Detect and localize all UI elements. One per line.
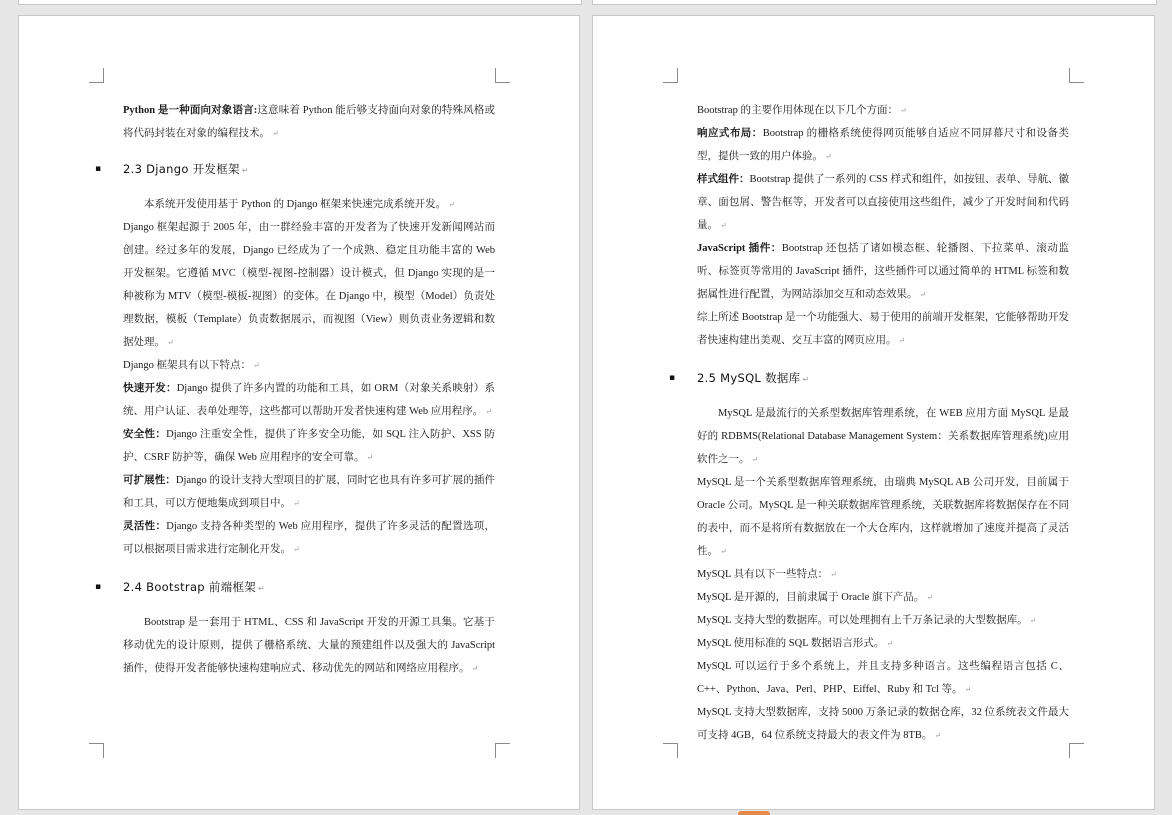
margin-corner-top-left: [89, 68, 104, 83]
heading-bullet: ▪: [95, 164, 102, 174]
heading-bullet: ▪: [95, 582, 102, 592]
mysql-paragraph-8-text: MySQL 支持大型数据库，支持 5000 万条记录的数据仓库，32 位系统表文件最大可支持 4GB，64 位系统支持最大的表文件为 8TB。: [697, 707, 1069, 741]
paragraph-mark: ↵: [825, 152, 832, 161]
feature-text: Django 注重安全性，提供了许多安全功能，如 SQL 注入防护、XSS 防护、CSRF 防护等，确保 Web 应用程序的安全可靠。: [123, 429, 496, 463]
mysql-paragraph-6-text: MySQL 使用标准的 SQL 数据语言形式。: [697, 638, 885, 649]
bootstrap-paragraph-1[interactable]: [123, 611, 495, 680]
heading-mark: ↵: [258, 584, 266, 593]
mysql-paragraph-7-text: MySQL 可以运行于多个系统上，并且支持多种语言。这些编程语言包括 C、C++、Python、Java、Perl、PHP、Eiffel、Ruby 和 Tcl 等。: [697, 661, 1069, 695]
taskbar-edge-indicator: [738, 811, 770, 815]
feature-label: 样式组件：: [697, 174, 750, 185]
paragraph-mark: ↵: [485, 407, 492, 416]
margin-corner-bottom-left: [663, 743, 678, 758]
django-feature-2[interactable]: [123, 423, 495, 469]
paragraph-mark: ↵: [448, 200, 455, 209]
margin-corner-bottom-left: [89, 743, 104, 758]
mysql-paragraph-1[interactable]: [697, 402, 1069, 471]
heading-bullet: ▪: [669, 373, 676, 383]
section-heading-2-3[interactable]: [95, 161, 495, 179]
paragraph-mark: ↵: [830, 570, 837, 579]
feature-label: JavaScript 插件：: [697, 243, 782, 254]
heading-mark: ↵: [241, 166, 249, 175]
section-heading-2-4[interactable]: [95, 579, 495, 597]
margin-corner-top-right: [495, 68, 510, 83]
paragraph-mark: ↵: [751, 455, 759, 464]
feature-text: Django 支持各种类型的 Web 应用程序，提供了许多灵活的配置选项，可以根据项目需求进行定制化开发。: [123, 521, 496, 555]
margin-corner-top-right: [1069, 68, 1084, 83]
section-title-mysql: 2.5 MySQL 数据库: [697, 371, 801, 385]
bootstrap-paragraph-2-text: Bootstrap 的主要作用体现在以下几个方面：: [697, 105, 898, 116]
django-paragraph-1[interactable]: [123, 193, 495, 216]
paragraph-mark: ↵: [919, 290, 927, 299]
mysql-paragraph-8[interactable]: [697, 701, 1069, 747]
paragraph-mark: ↵: [886, 639, 894, 648]
python-intro-label: Python 是一种面向对象语言:: [123, 105, 258, 116]
mysql-paragraph-3[interactable]: [697, 563, 1069, 586]
feature-label: 响应式布局：: [697, 128, 763, 139]
paragraph-mark: ↵: [366, 453, 374, 462]
django-feature-1[interactable]: [123, 377, 495, 423]
margin-corner-bottom-right: [495, 743, 510, 758]
django-paragraph-1-text: 本系统开发使用基于 Python 的 Django 框架来快速完成系统开发。: [144, 199, 447, 210]
django-paragraph-3[interactable]: [123, 354, 495, 377]
bootstrap-paragraph-2[interactable]: [697, 99, 1069, 122]
bootstrap-feature-3[interactable]: [697, 237, 1069, 306]
django-feature-3[interactable]: [123, 469, 495, 515]
mysql-paragraph-7[interactable]: [697, 655, 1069, 701]
paragraph-mark: ↵: [293, 499, 300, 508]
document-page-left[interactable]: [18, 15, 580, 810]
feature-label: 快速开发：: [123, 383, 177, 394]
bootstrap-feature-2[interactable]: [697, 168, 1069, 237]
mysql-paragraph-5-text: MySQL 支持大型的数据库。可以处理拥有上千万条记录的大型数据库。: [697, 615, 1028, 626]
paragraph-mark: ↵: [720, 547, 727, 556]
previous-page-bottom-right: [592, 0, 1157, 5]
page-right-body: [669, 99, 1070, 747]
paragraph-mark: ↵: [272, 129, 279, 138]
section-heading-2-5[interactable]: [669, 370, 1069, 388]
section-title-bootstrap: 2.4 Bootstrap 前端框架: [123, 580, 257, 594]
feature-text: Django 的设计支持大型项目的扩展，同时它也具有许多可扩展的插件和工具，可以方便地集成到项目中。: [123, 475, 495, 509]
paragraph-mark: ↵: [964, 685, 972, 694]
bootstrap-feature-1[interactable]: [697, 122, 1069, 168]
mysql-paragraph-4-text: MySQL 是开源的，目前隶属于 Oracle 旗下产品。: [697, 592, 925, 603]
paragraph-mark: ↵: [934, 731, 942, 740]
mysql-paragraph-2[interactable]: [697, 471, 1069, 563]
django-feature-4[interactable]: [123, 515, 495, 561]
mysql-paragraph-4[interactable]: [697, 586, 1069, 609]
paragraph-mark: ↵: [926, 593, 934, 602]
django-paragraph-2-text: Django 框架起源于 2005 年，由一群经验丰富的开发者为了快速开发新闻网站而创建。经过多年的发展，Django 已经成为了一个成熟、稳定且功能丰富的 Web 开发框架。它遵循 MVC（模型-视图-控制器）设计模式，但 Django 实现的是一种被称为 MTV（模型-模板-视图）的变体。在 Django 中，模型（Model）负责处理数据，模板（Template）负责数据展示，而视图（View）则负责业务逻辑和数据处理。: [123, 222, 495, 348]
mysql-paragraph-5[interactable]: [697, 609, 1069, 632]
page-left-body: [95, 99, 496, 680]
mysql-paragraph-1-text: MySQL 是最流行的关系型数据库管理系统，在 WEB 应用方面 MySQL 是最好的 RDBMS(Relational Database Management System：关系数据库管理系统)应用软件之一。: [697, 408, 1069, 465]
paragraph-mark: ↵: [293, 545, 300, 554]
python-intro-text: 这意味着 Python 能后够支持面向对象的特殊风格或将代码封装在对象的编程技术。: [123, 105, 495, 139]
feature-text: Django 提供了许多内置的功能和工具，如 ORM（对象关系映射）系统、用户认证、表单处理等，这些都可以帮助开发者快速构建 Web 应用程序。: [123, 383, 495, 417]
feature-text: Bootstrap 提供了一系列的 CSS 样式和组件，如按钮、表单、导航、徽章、面包屑、警告框等，开发者可以直接使用这些组件，减少了开发时间和代码量。: [697, 174, 1070, 231]
heading-mark: ↵: [802, 375, 810, 384]
bootstrap-summary[interactable]: [697, 306, 1069, 352]
previous-page-bottom-left: [18, 0, 582, 5]
margin-corner-top-left: [663, 68, 678, 83]
paragraph-mark: ↵: [167, 338, 174, 347]
paragraph-mark: ↵: [898, 336, 906, 345]
bootstrap-summary-text: 综上所述 Bootstrap 是一个功能强大、易于使用的前端开发框架，它能够帮助开发者快速构建出美观、交互丰富的网页应用。: [697, 312, 1069, 346]
paragraph-mark: ↵: [253, 361, 260, 370]
paragraph-mark: ↵: [720, 221, 727, 230]
mysql-paragraph-6[interactable]: [697, 632, 1069, 655]
paragraph-mark: ↵: [471, 664, 479, 673]
paragraph-mark: ↵: [1029, 616, 1037, 625]
feature-label: 灵活性：: [123, 521, 167, 532]
feature-text: Bootstrap 的栅格系统使得网页能够自适应不同屏幕尺寸和设备类型，提供一致的用户体验。: [697, 128, 1069, 162]
section-title-django: 2.3 Django 开发框架: [123, 162, 240, 176]
django-paragraph-2[interactable]: [123, 216, 495, 354]
margin-corner-bottom-right: [1069, 743, 1084, 758]
feature-label: 可扩展性：: [123, 475, 176, 486]
django-paragraph-3-text: Django 框架具有以下特点：: [123, 360, 252, 371]
feature-text: Bootstrap 还包括了诸如模态框、轮播图、下拉菜单、滚动监听、标签页等常用的 JavaScript 插件，这些插件可以通过简单的 HTML 标签和数据属性进行配置，为网站添加交互和动态效果。: [697, 243, 1069, 300]
document-page-right[interactable]: [592, 15, 1155, 810]
python-intro-paragraph[interactable]: [123, 99, 495, 145]
mysql-paragraph-3-text: MySQL 具有以下一些特点：: [697, 569, 829, 580]
bootstrap-paragraph-1-text: Bootstrap 是一套用于 HTML、CSS 和 JavaScript 开发的开源工具集。它基于移动优先的设计原则，提供了栅格系统、大量的预建组件以及强大的 JavaScript 插件，使得开发者能够快速构建响应式、移动优先的网站和网络应用程序。: [123, 617, 495, 674]
mysql-paragraph-2-text: MySQL 是一个关系型数据库管理系统，由瑞典 MySQL AB 公司开发，目前属于 Oracle 公司。MySQL 是一种关联数据库管理系统，关联数据库将数据保存在不同的表中，而不是将所有数据放在一个大仓库内，这样就增加了速度并提高了灵活性。: [697, 477, 1069, 557]
feature-label: 安全性：: [123, 429, 167, 440]
paragraph-mark: ↵: [899, 106, 907, 115]
